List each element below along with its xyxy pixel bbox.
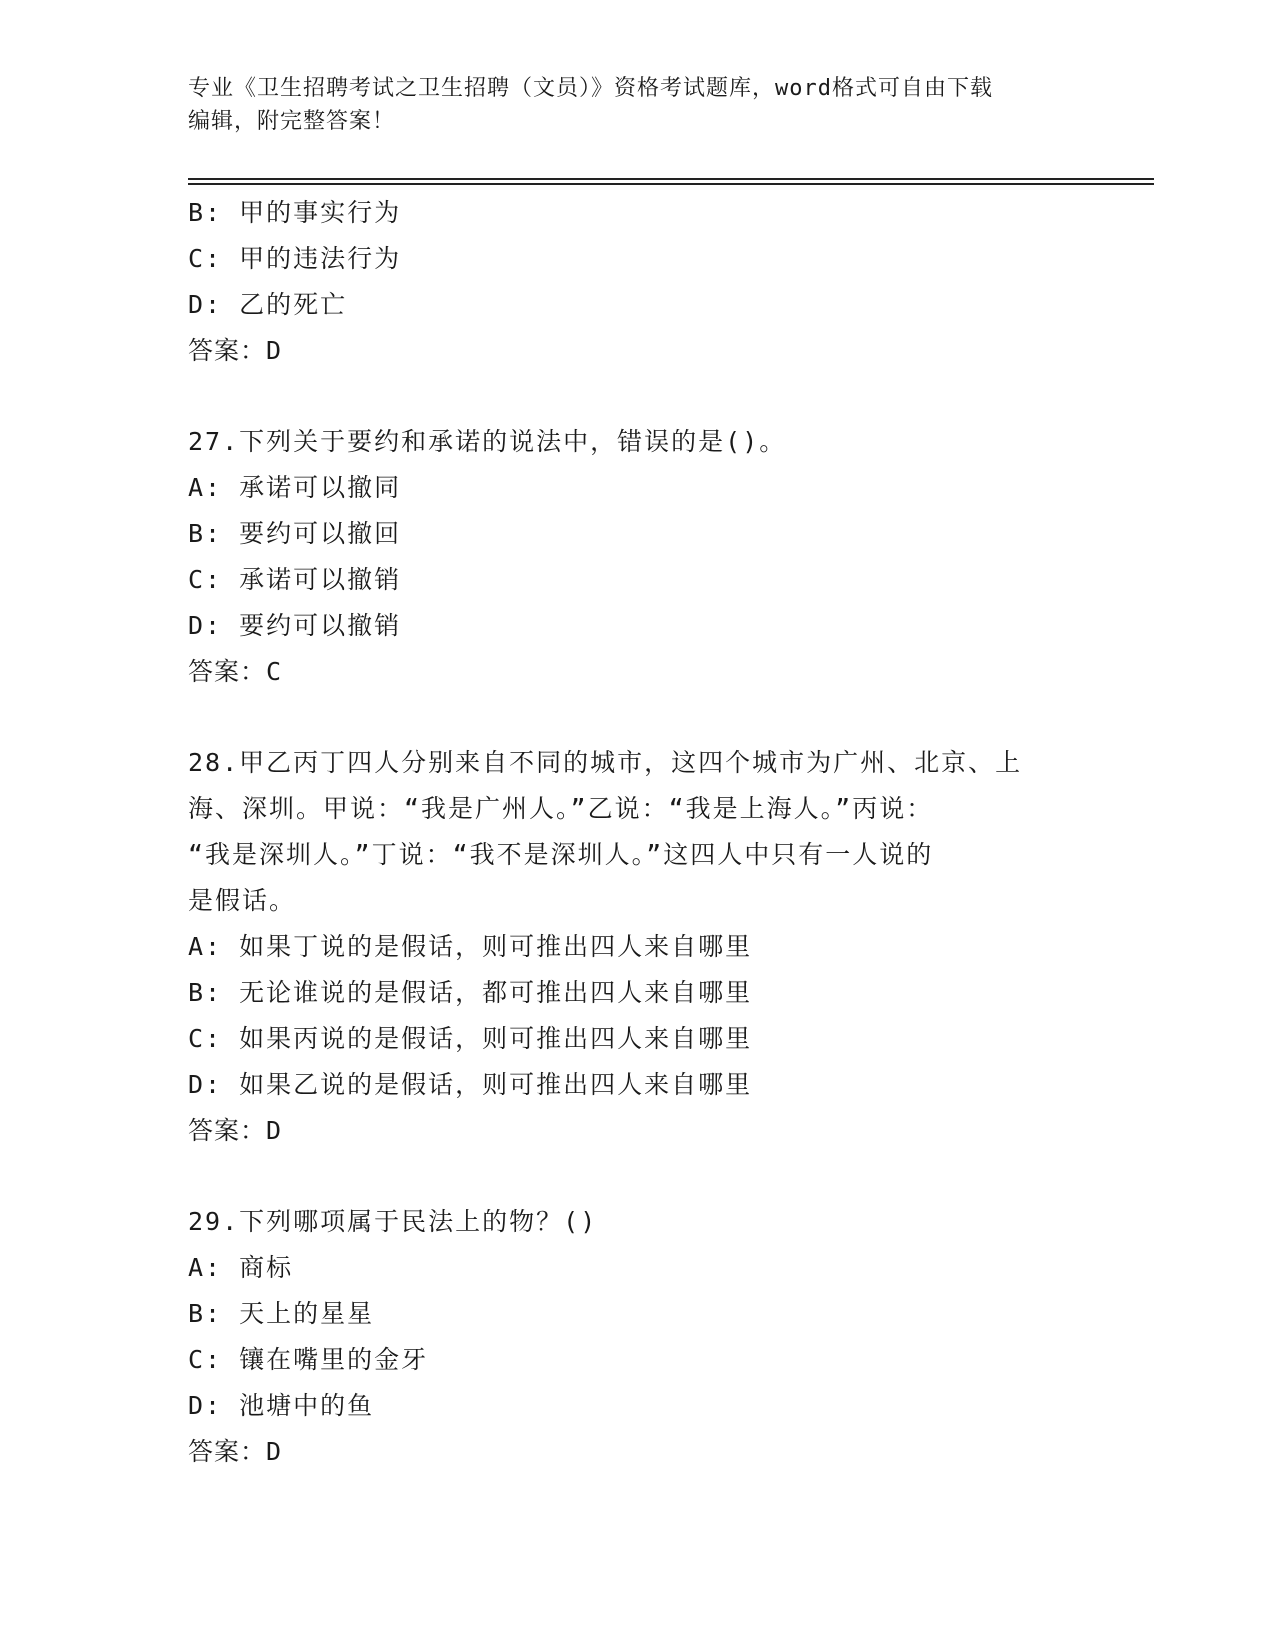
answer-label: 答案： (188, 657, 267, 686)
question-list (188, 190, 1088, 1475)
option-d: D: 池塘中的鱼 (188, 1391, 375, 1420)
answer-value: D (266, 1437, 283, 1466)
option-a: A: 商标 (188, 1253, 294, 1282)
answer-label: 答案： (188, 336, 267, 365)
option-c: C: 承诺可以撤销 (188, 565, 402, 594)
header-line-1: 专业《卫生招聘考试之卫生招聘（文员）》资格考试题库，word格式可自由下载 (188, 76, 993, 101)
question-27 (188, 419, 1088, 695)
answer-line (188, 328, 1088, 374)
answer-line (188, 649, 1088, 695)
option-b: B: 甲的事实行为 (188, 198, 402, 227)
document-header (188, 72, 1088, 138)
question-29 (188, 1199, 1088, 1475)
question-26-continued (188, 190, 1088, 374)
option-d: D: 乙的死亡 (188, 290, 348, 319)
question-stem-line-1: 28.甲乙丙丁四人分别来自不同的城市，这四个城市为广州、北京、上 (188, 748, 1023, 777)
option-a: A: 如果丁说的是假话，则可推出四人来自哪里 (188, 932, 753, 961)
option-d: D: 要约可以撤销 (188, 611, 402, 640)
question-stem: 29.下列哪项属于民法上的物？() (188, 1207, 598, 1236)
header-divider-bottom (188, 183, 1154, 185)
answer-value: C (266, 657, 283, 686)
answer-value: D (266, 336, 283, 365)
answer-line (188, 1108, 1088, 1154)
option-c: C: 如果丙说的是假话，则可推出四人来自哪里 (188, 1024, 753, 1053)
option-b: B: 要约可以撤回 (188, 519, 402, 548)
header-line-2: 编辑，附完整答案！ (188, 109, 396, 134)
answer-label: 答案： (188, 1437, 267, 1466)
question-28 (188, 740, 1088, 1154)
question-stem: 27.下列关于要约和承诺的说法中，错误的是()。 (188, 427, 787, 456)
answer-line (188, 1429, 1088, 1475)
question-stem-line-2: 海、深圳。甲说：“我是广州人。”乙说：“我是上海人。”丙说： (188, 794, 934, 823)
option-c: C: 镶在嘴里的金牙 (188, 1345, 429, 1374)
option-b: B: 天上的星星 (188, 1299, 375, 1328)
option-b: B: 无论谁说的是假话，都可推出四人来自哪里 (188, 978, 753, 1007)
answer-label: 答案： (188, 1116, 267, 1145)
header-divider-top (188, 178, 1154, 180)
option-a: A: 承诺可以撤同 (188, 473, 402, 502)
answer-value: D (266, 1116, 283, 1145)
question-stem-line-4: 是假话。 (188, 886, 297, 915)
option-d: D: 如果乙说的是假话，则可推出四人来自哪里 (188, 1070, 753, 1099)
option-c: C: 甲的违法行为 (188, 244, 402, 273)
question-stem-line-3: “我是深圳人。”丁说：“我不是深圳人。”这四人中只有一人说的 (188, 840, 934, 869)
